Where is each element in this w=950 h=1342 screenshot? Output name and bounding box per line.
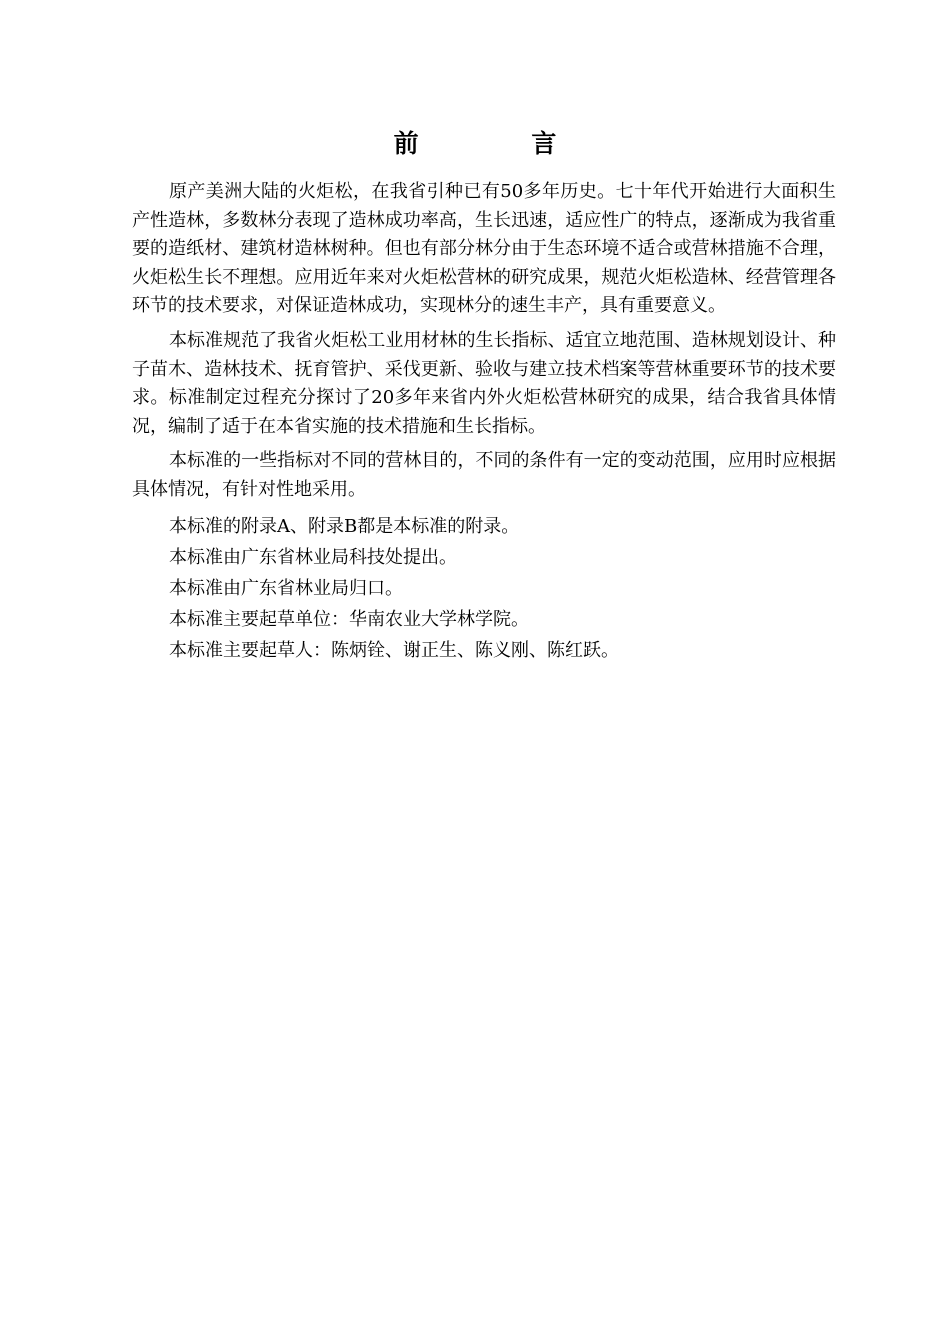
- note-appendix: 本标准的附录A、附录B都是本标准的附录。: [169, 515, 520, 537]
- paragraph-application: 本标准的一些指标对不同的营林目的，不同的条件有一定的变动范围，应用时应根据具体情况，有针对性地采用。: [132, 450, 836, 500]
- page-title: 前 言: [393, 129, 609, 158]
- paragraph-introduction: 原产美洲大陆的火炬松，在我省引种已有50多年历史。七十年代开始进行大面积生产性造林，多数林分表现了造林成功率高，生长迅速，适应性广的特点，逐渐成为我省重要的造纸材、建筑材造林树种。但也有部分林分由于生态环境不适合或营林措施不合理，火炬松生长不理想。应用近年来对火炬松营林的研究成果，规范火炬松造林、经营管理各环节的技术要求，对保证造林成功，实现林分的速生丰产，具有重要意义。: [132, 181, 836, 317]
- note-drafters: 本标准主要起草人：陈炳铨、谢正生、陈义刚、陈红跃。: [169, 639, 619, 661]
- note-administrator: 本标准由广东省林业局归口。: [169, 577, 403, 599]
- note-proposer: 本标准由广东省林业局科技处提出。: [169, 546, 457, 568]
- document-body: [132, 178, 836, 666]
- note-drafting-unit: 本标准主要起草单位：华南农业大学林学院。: [169, 608, 529, 630]
- paragraph-scope: 本标准规范了我省火炬松工业用材林的生长指标、适宜立地范围、造林规划设计、种子苗木、造林技术、抚育管护、采伐更新、验收与建立技术档案等营林重要环节的技术要求。标准制定过程充分探讨了20多年来省内外火炬松营林研究的成果，结合我省具体情况，编制了适于在本省实施的技术措施和生长指标。: [132, 329, 836, 437]
